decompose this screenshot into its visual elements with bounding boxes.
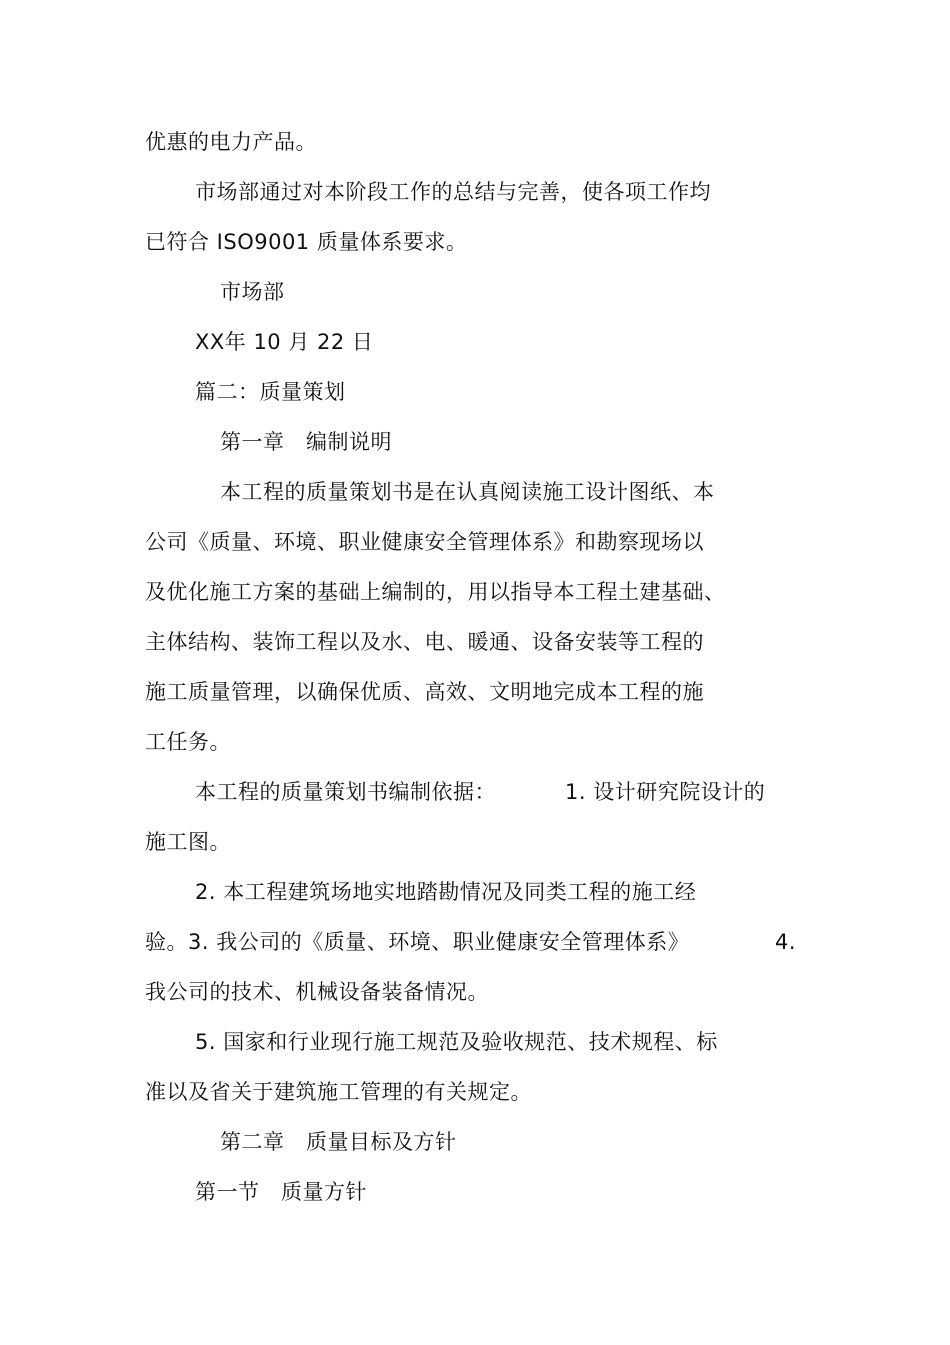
text-line: 本工程的质量策划书是在认真阅读施工设计图纸、本 xyxy=(220,480,715,504)
text-line: 施工质量管理，以确保优质、高效、文明地完成本工程的施 xyxy=(145,680,704,704)
chapter-heading: 第一章 编制说明 xyxy=(220,430,392,454)
text-line: 施工图。 xyxy=(145,830,231,854)
text-line: 主体结构、装饰工程以及水、电、暖通、设备安装等工程的 xyxy=(145,630,704,654)
text-line: 已符合 ISO9001 质量体系要求。 xyxy=(145,230,468,254)
text-line: 及优化施工方案的基础上编制的，用以指导本工程土建基础、 xyxy=(145,580,726,604)
text-line: 优惠的电力产品。 xyxy=(145,130,317,154)
list-item: 验。3. 我公司的《质量、环境、职业健康安全管理体系》 xyxy=(145,930,690,954)
text-line: 准以及省关于建筑施工管理的有关规定。 xyxy=(145,1080,532,1104)
text-line: 本工程的质量策划书编制依据： xyxy=(195,780,496,804)
text-line: 市场部通过对本阶段工作的总结与完善，使各项工作均 xyxy=(195,180,711,204)
signature-department: 市场部 xyxy=(220,280,285,304)
section-heading: 第一节 质量方针 xyxy=(195,1180,367,1204)
text-line: 工任务。 xyxy=(145,730,231,754)
list-item: 1. 设计研究院设计的 xyxy=(565,780,766,804)
text-line: 公司《质量、环境、职业健康安全管理体系》和勘察现场以 xyxy=(145,530,704,554)
section-heading: 篇二：质量策划 xyxy=(195,380,346,404)
list-item: 5. 国家和行业现行施工规范及验收规范、技术规程、标 xyxy=(195,1030,718,1054)
chapter-heading: 第二章 质量目标及方针 xyxy=(220,1130,457,1154)
text-line: 我公司的技术、机械设备装备情况。 xyxy=(145,980,489,1004)
signature-date: XX年 10 月 22 日 xyxy=(195,330,374,354)
list-item: 2. 本工程建筑场地实地踏勘情况及同类工程的施工经 xyxy=(195,880,697,904)
list-item: 4. xyxy=(775,930,797,954)
